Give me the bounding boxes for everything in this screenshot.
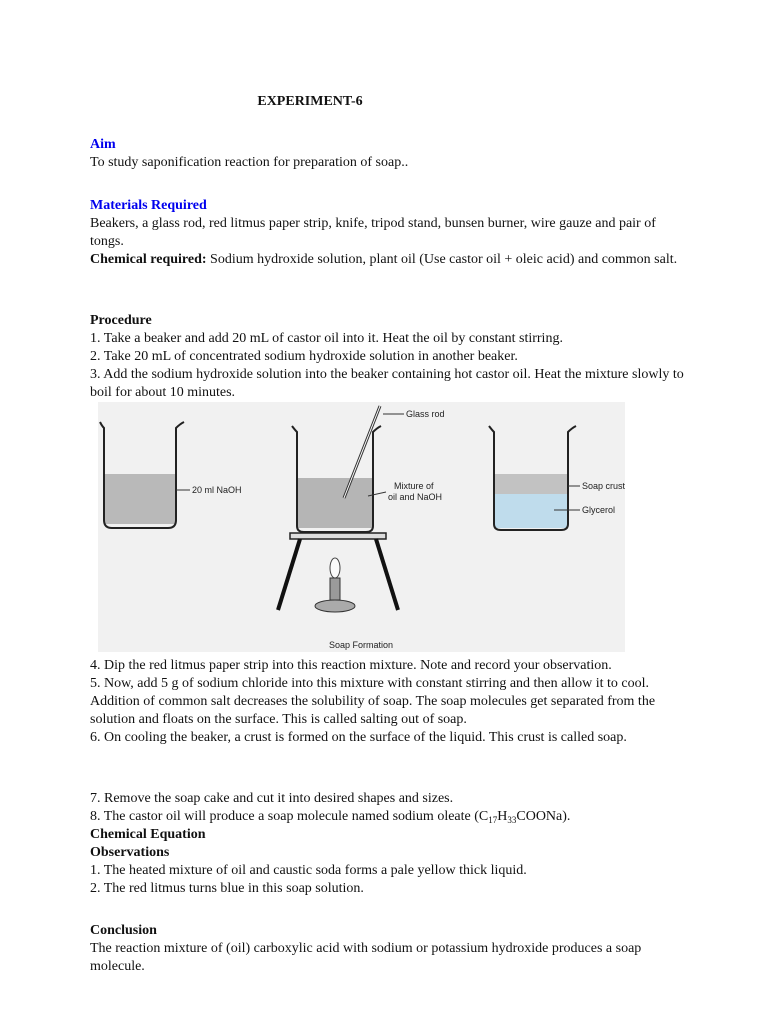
soap-crust-layer: [495, 474, 567, 494]
glycerol-label: Glycerol: [582, 505, 616, 515]
tripod-leg: [376, 539, 398, 610]
procedure-step: 3. Add the sodium hydroxide solution into the beaker containing hot castor oil. Heat the mixture slowly to boil for about 10 minutes.: [90, 367, 684, 400]
materials-heading: Materials Required: [90, 198, 207, 213]
subscript-17: 17: [488, 815, 498, 825]
heating-setup: [278, 406, 445, 650]
mixture-liquid: [298, 478, 372, 528]
conclusion-text: The reaction mixture of (oil) carboxylic acid with sodium or potassium hydroxide produces a soap molecule.: [90, 941, 642, 974]
naoh-beaker: [100, 422, 242, 528]
observations-heading: Observations: [90, 845, 170, 860]
step8-text: 8. The castor oil will produce a soap molecule named sodium oleate (C: [90, 809, 489, 824]
procedure-step: 6. On cooling the beaker, a crust is formed on the surface of the liquid. This crust is called soap.: [90, 730, 627, 745]
mixture-label-line1: Mixture of: [394, 481, 434, 491]
procedure-step: 7. Remove the soap cake and cut it into desired shapes and sizes.: [90, 791, 454, 806]
soap-beaker: [489, 426, 625, 530]
procedure-step: 5. Now, add 5 g of sodium chloride into this mixture with constant stirring and then allow it to cool. Addition of common salt decreases the solubility of soap. The soap molecules get separated from the solution and floats on the surface. This is called salting out of soap.: [90, 676, 656, 727]
tripod-leg: [278, 539, 300, 610]
wire-gauze: [290, 533, 386, 539]
procedure-step: 2. Take 20 mL of concentrated sodium hydroxide solution in another beaker.: [90, 349, 518, 364]
step8-end: COONa).: [516, 809, 571, 824]
procedure-heading: Procedure: [90, 313, 152, 328]
glass-rod-label: Glass rod: [406, 409, 445, 419]
chemicals-label: Chemical required:: [90, 252, 207, 267]
conclusion-section: [90, 922, 690, 976]
figure-caption: Soap Formation: [329, 640, 394, 650]
procedure-steps-continued: [90, 657, 690, 747]
burner-tube: [330, 578, 340, 600]
aim-section: [90, 136, 690, 172]
aim-heading: Aim: [90, 137, 116, 152]
procedure-final-steps: [90, 790, 690, 898]
naoh-label: 20 ml NaOH: [192, 485, 242, 495]
soap-formation-figure: [98, 402, 625, 652]
observation-item: 2. The red litmus turns blue in this soap solution.: [90, 881, 364, 896]
materials-text: Beakers, a glass rod, red litmus paper strip, knife, tripod stand, bunsen burner, wire gauze and pair of tongs.: [90, 216, 656, 249]
procedure-section: [90, 312, 690, 402]
chemical-equation-heading: Chemical Equation: [90, 827, 206, 842]
procedure-step: 4. Dip the red litmus paper strip into this reaction mixture. Note and record your observation.: [90, 658, 612, 673]
chemicals-required: [90, 251, 690, 269]
conclusion-heading: Conclusion: [90, 923, 157, 938]
apparatus-illustration: [98, 402, 625, 652]
subscript-33: 33: [507, 815, 517, 825]
soap-crust-label: Soap crust: [582, 481, 625, 491]
mixture-label-line2: oil and NaOH: [388, 492, 443, 502]
burner-base: [315, 600, 355, 612]
flame-icon: [330, 558, 340, 578]
naoh-liquid: [105, 474, 175, 524]
step8-h: H: [497, 809, 508, 824]
glycerol-layer: [495, 494, 567, 528]
aim-text: To study saponification reaction for preparation of soap..: [90, 155, 409, 170]
materials-section: [90, 197, 690, 269]
procedure-step: 1. Take a beaker and add 20 mL of castor oil into it. Heat the oil by constant stirring.: [90, 331, 563, 346]
chemicals-text: Sodium hydroxide solution, plant oil (Use castor oil + oleic acid) and common salt.: [206, 252, 678, 267]
observation-item: 1. The heated mixture of oil and caustic soda forms a pale yellow thick liquid.: [90, 863, 527, 878]
page-title: EXPERIMENT-6: [257, 94, 363, 109]
procedure-step: [90, 808, 690, 826]
